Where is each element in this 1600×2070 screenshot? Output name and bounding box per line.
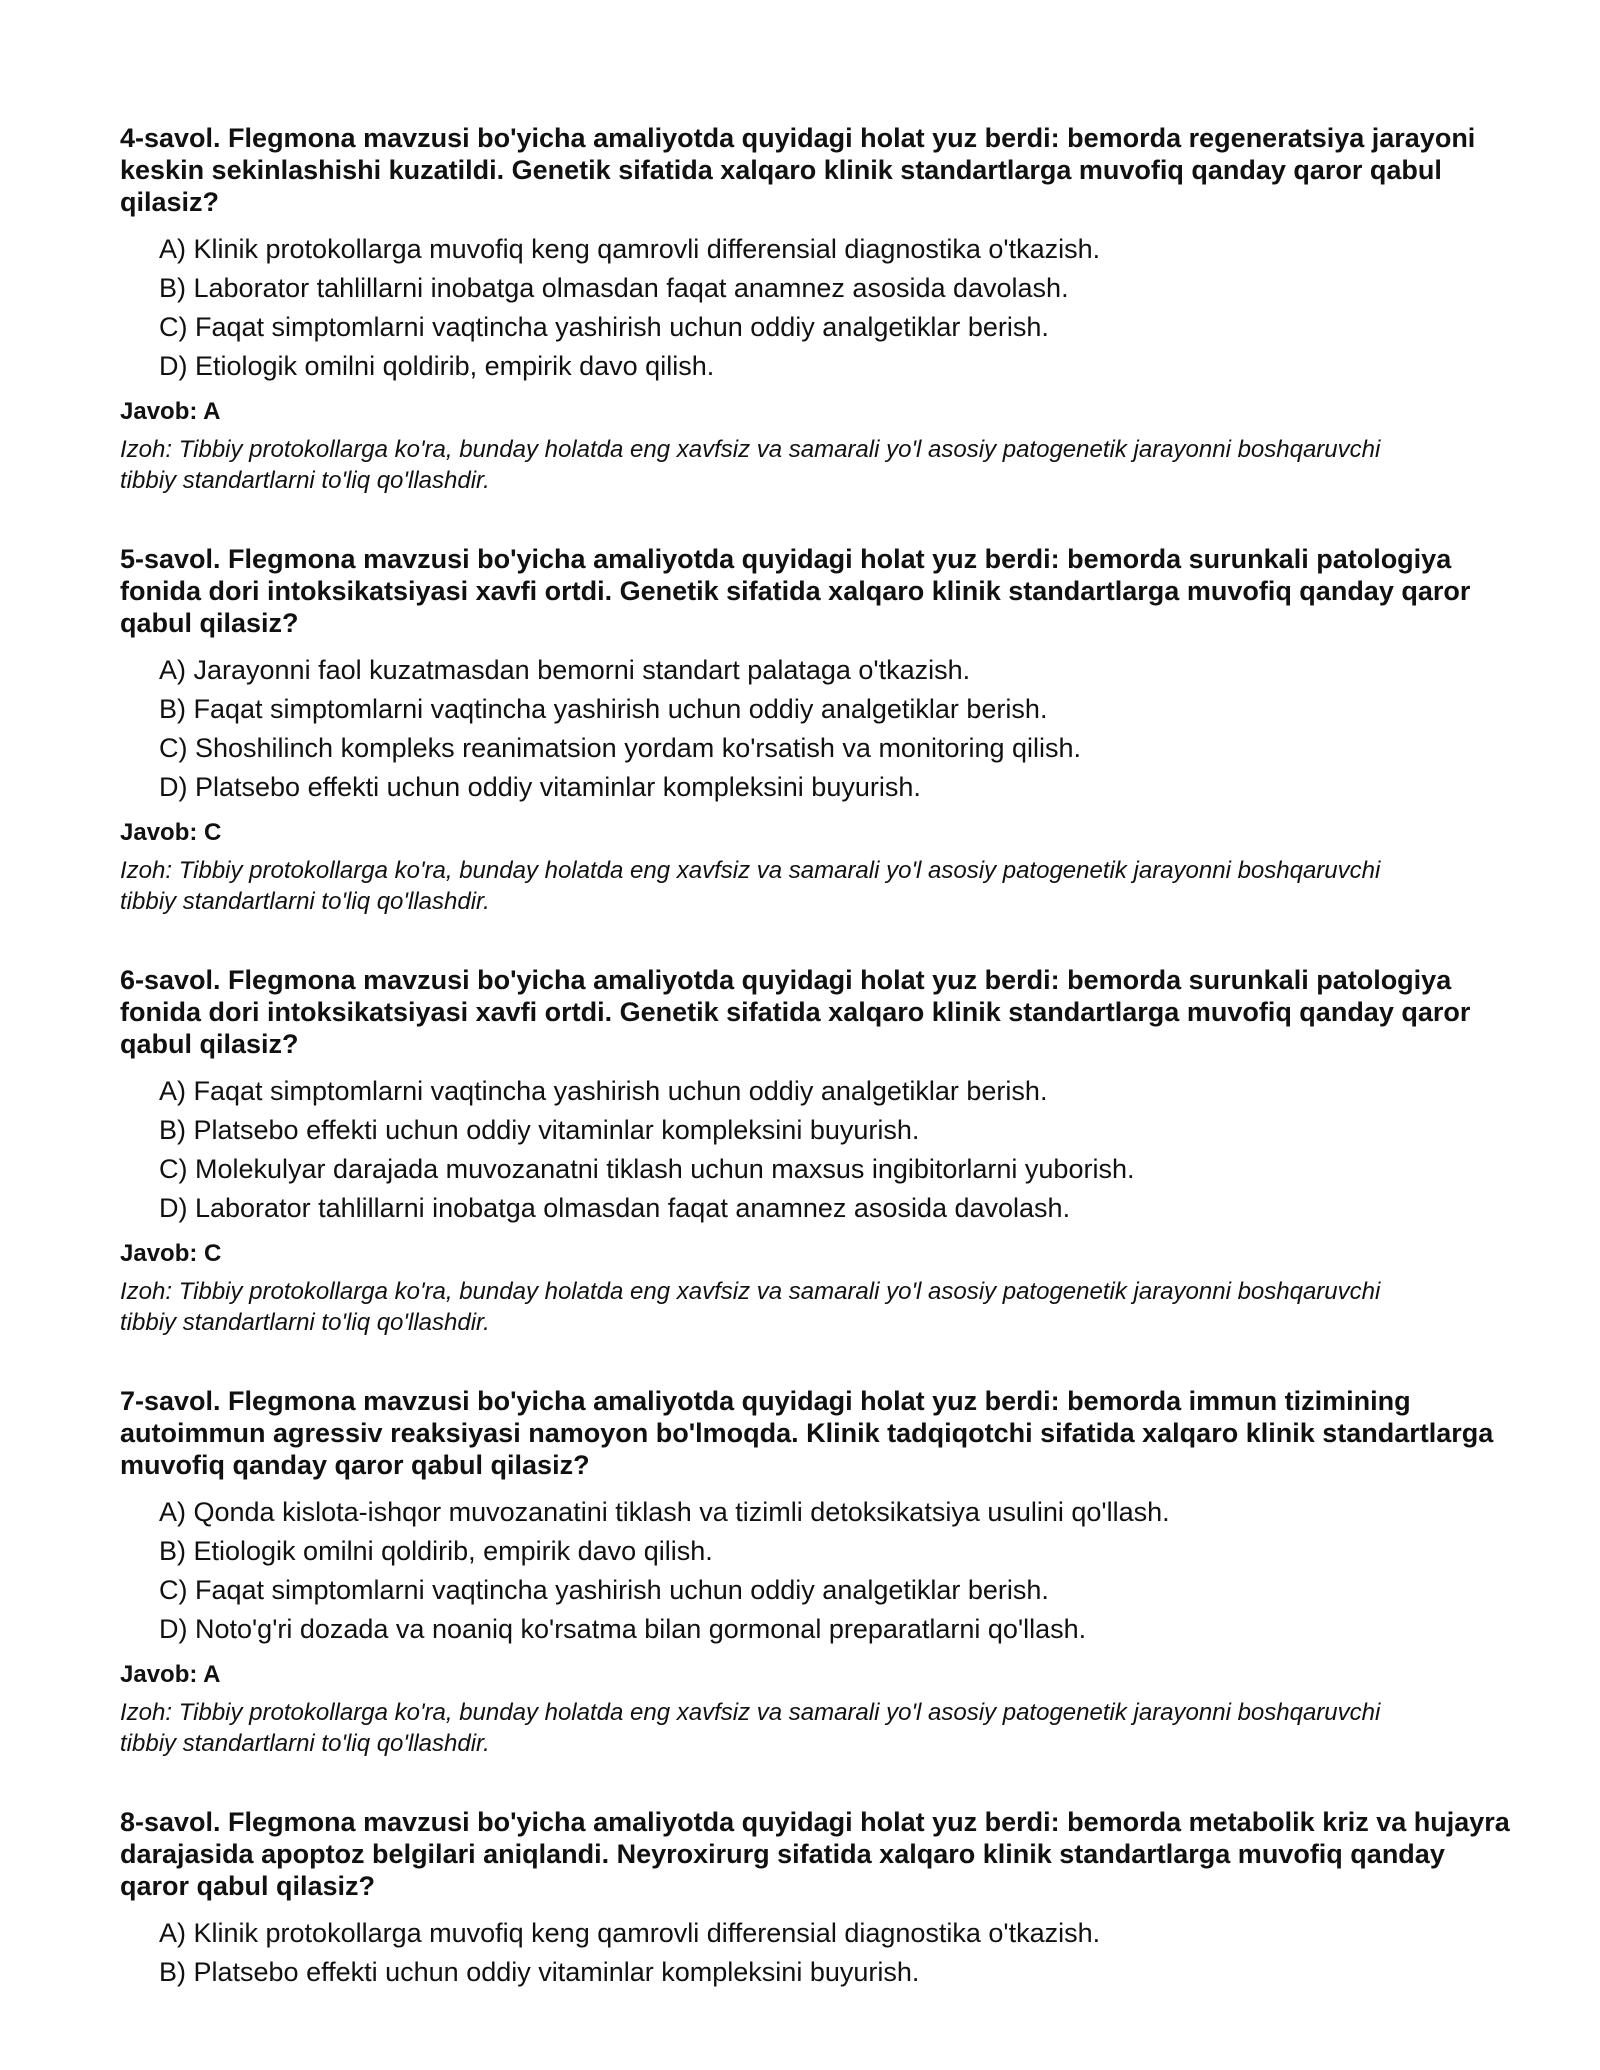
option-b: B) Laborator tahlillarni inobatga olmasdan faqat anamnez asosida davolash. <box>159 273 1069 303</box>
option-d: D) Noto'g'ri dozada va noaniq ko'rsatma bilan gormonal preparatlarni qo'llash. <box>159 1614 1087 1644</box>
answer-label: Javob: A <box>120 1661 221 1688</box>
answer-label: Javob: A <box>120 398 221 425</box>
option-d: D) Etiologik omilni qoldirib, empirik davo qilish. <box>159 351 715 381</box>
question-block-5 <box>120 543 1520 917</box>
option-c: C) Shoshilinch kompleks reanimatsion yordam ko'rsatish va monitoring qilish. <box>159 733 1082 763</box>
document-page <box>120 122 1520 2039</box>
option-a: A) Klinik protokollarga muvofiq keng qamrovli differensial diagnostika o'tkazish. <box>159 234 1101 264</box>
option-d: D) Platsebo effekti uchun oddiy vitaminlar kompleksini buyurish. <box>159 772 921 802</box>
question-text: 5-savol. Flegmona mavzusi bo'yicha amaliyotda quyidagi holat yuz berdi: bemorda surunkali patologiya fonida dori intoksikatsiyasi xavfi ortdi. Genetik sifatida xalqaro klinik standartlarga muvofiq qanday qaror qabul qilasiz? <box>120 544 1471 638</box>
options-list <box>120 230 1520 386</box>
question-block-6 <box>120 964 1520 1338</box>
options-list <box>120 1072 1520 1228</box>
option-b: B) Faqat simptomlarni vaqtincha yashirish uchun oddiy analgetiklar berish. <box>159 694 1048 724</box>
question-block-8 <box>120 1806 1520 1992</box>
explanation-note: Izoh: Tibbiy protokollarga ko'ra, bunday holatda eng xavfsiz va samarali yo'l asosiy patogenetik jarayonni boshqaruvchi tibbiy standartlarni to'liq qo'llashdir. <box>120 857 1381 915</box>
option-b: B) Etiologik omilni qoldirib, empirik davo qilish. <box>159 1536 713 1566</box>
explanation-note: Izoh: Tibbiy protokollarga ko'ra, bunday holatda eng xavfsiz va samarali yo'l asosiy patogenetik jarayonni boshqaruvchi tibbiy standartlarni to'liq qo'llashdir. <box>120 1699 1381 1757</box>
option-b: B) Platsebo effekti uchun oddiy vitaminlar kompleksini buyurish. <box>159 1115 920 1145</box>
option-c: C) Faqat simptomlarni vaqtincha yashirish uchun oddiy analgetiklar berish. <box>159 312 1049 342</box>
option-a: A) Faqat simptomlarni vaqtincha yashirish uchun oddiy analgetiklar berish. <box>159 1076 1048 1106</box>
question-block-4 <box>120 122 1520 496</box>
options-list <box>120 651 1520 807</box>
option-a: A) Qonda kislota-ishqor muvozanatini tiklash va tizimli detoksikatsiya usulini qo'llash. <box>159 1497 1170 1527</box>
question-text: 6-savol. Flegmona mavzusi bo'yicha amaliyotda quyidagi holat yuz berdi: bemorda surunkali patologiya fonida dori intoksikatsiyasi xavfi ortdi. Genetik sifatida xalqaro klinik standartlarga muvofiq qanday qaror qabul qilasiz? <box>120 965 1471 1059</box>
question-block-7 <box>120 1385 1520 1759</box>
answer-label: Javob: C <box>120 1240 222 1267</box>
answer-label: Javob: C <box>120 819 222 846</box>
option-a: A) Klinik protokollarga muvofiq keng qamrovli differensial diagnostika o'tkazish. <box>159 1918 1101 1948</box>
option-c: C) Molekulyar darajada muvozanatni tiklash uchun maxsus ingibitorlarni yuborish. <box>159 1154 1135 1184</box>
explanation-note: Izoh: Tibbiy protokollarga ko'ra, bunday holatda eng xavfsiz va samarali yo'l asosiy patogenetik jarayonni boshqaruvchi tibbiy standartlarni to'liq qo'llashdir. <box>120 436 1381 494</box>
option-b: B) Platsebo effekti uchun oddiy vitaminlar kompleksini buyurish. <box>159 1957 920 1987</box>
explanation-note: Izoh: Tibbiy protokollarga ko'ra, bunday holatda eng xavfsiz va samarali yo'l asosiy patogenetik jarayonni boshqaruvchi tibbiy standartlarni to'liq qo'llashdir. <box>120 1278 1381 1336</box>
question-text: 4-savol. Flegmona mavzusi bo'yicha amaliyotda quyidagi holat yuz berdi: bemorda regeneratsiya jarayoni keskin sekinlashishi kuzatildi. Genetik sifatida xalqaro klinik standartlarga muvofiq qanday qaror qabul qilasiz? <box>120 123 1476 217</box>
question-text: 7-savol. Flegmona mavzusi bo'yicha amaliyotda quyidagi holat yuz berdi: bemorda immun tizimining autoimmun agressiv reaksiyasi namoyon bo'lmoqda. Klinik tadqiqotchi sifatida xalqaro klinik standartlarga muvofiq qanday qaror qabul qilasiz? <box>120 1386 1494 1480</box>
option-c: C) Faqat simptomlarni vaqtincha yashirish uchun oddiy analgetiklar berish. <box>159 1575 1049 1605</box>
option-d: D) Laborator tahlillarni inobatga olmasdan faqat anamnez asosida davolash. <box>159 1193 1071 1223</box>
option-a: A) Jarayonni faol kuzatmasdan bemorni standart palataga o'tkazish. <box>159 655 971 685</box>
options-list <box>120 1914 1520 1992</box>
options-list <box>120 1493 1520 1649</box>
question-text: 8-savol. Flegmona mavzusi bo'yicha amaliyotda quyidagi holat yuz berdi: bemorda metabolik kriz va hujayra darajasida apoptoz belgilari aniqlandi. Neyroxirurg sifatida xalqaro klinik standartlarga muvofiq qanday qaror qabul qilasiz? <box>120 1807 1510 1901</box>
